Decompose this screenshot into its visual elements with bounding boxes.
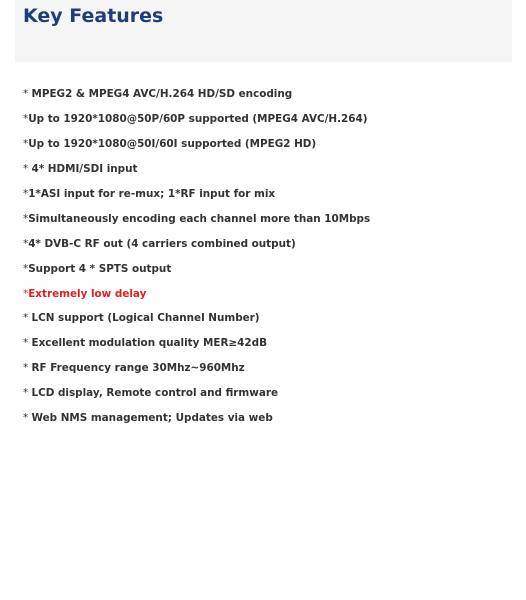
list-item: [23, 257, 370, 282]
feature-text: LCD display, Remote control and firmware: [31, 387, 279, 400]
bullet-marker: *: [23, 112, 29, 125]
bullet-marker: *: [23, 237, 29, 250]
list-item: [23, 306, 370, 331]
bullet-marker: *: [23, 387, 32, 400]
feature-text: Support 4 * SPTS output: [28, 262, 172, 275]
feature-list: [23, 82, 370, 431]
feature-text: RF Frequency range 30Mhz~960Mhz: [31, 362, 245, 375]
feature-text: 1*ASI input for re-mux; 1*RF input for mix: [28, 187, 276, 200]
bullet-marker: *: [23, 362, 32, 375]
bullet-marker: *: [23, 412, 32, 425]
feature-text: MPEG2 & MPEG4 AVC/H.264 HD/SD encoding: [31, 88, 293, 100]
feature-text: LCN support (Logical Channel Number): [31, 312, 260, 325]
feature-text: 4* DVB-C RF out (4 carriers combined output): [28, 237, 296, 250]
list-item: [23, 107, 370, 132]
bullet-marker: *: [23, 137, 29, 150]
bullet-marker: *: [23, 337, 32, 350]
feature-text: Excellent modulation quality MER≥42dB: [31, 337, 268, 350]
feature-text: Web NMS management; Updates via web: [31, 412, 273, 425]
list-item: [23, 406, 370, 431]
list-item: [23, 157, 370, 182]
bullet-marker: *: [23, 88, 32, 100]
bullet-marker: *: [23, 312, 32, 325]
feature-text: Extremely low delay: [28, 287, 147, 300]
list-item: [23, 132, 370, 157]
page-title: Key Features: [23, 5, 164, 27]
list-item: [23, 381, 370, 406]
list-item: [23, 182, 370, 207]
bullet-marker: *: [23, 212, 29, 225]
feature-text: Simultaneously encoding each channel more than 10Mbps: [28, 212, 371, 225]
list-item: [23, 331, 370, 356]
feature-text: Up to 1920*1080@50I/60I supported (MPEG2 HD): [28, 137, 317, 150]
list-item: [23, 82, 370, 107]
bullet-marker: *: [23, 262, 29, 275]
list-item: [23, 356, 370, 381]
list-item: [23, 282, 370, 307]
list-item: [23, 207, 370, 232]
feature-text: 4* HDMI/SDI input: [31, 162, 138, 175]
feature-text: Up to 1920*1080@50P/60P supported (MPEG4 AVC/H.264): [28, 112, 368, 125]
bullet-marker: *: [23, 287, 29, 300]
bullet-marker: *: [23, 187, 29, 200]
list-item: [23, 232, 370, 257]
bullet-marker: *: [23, 162, 32, 175]
